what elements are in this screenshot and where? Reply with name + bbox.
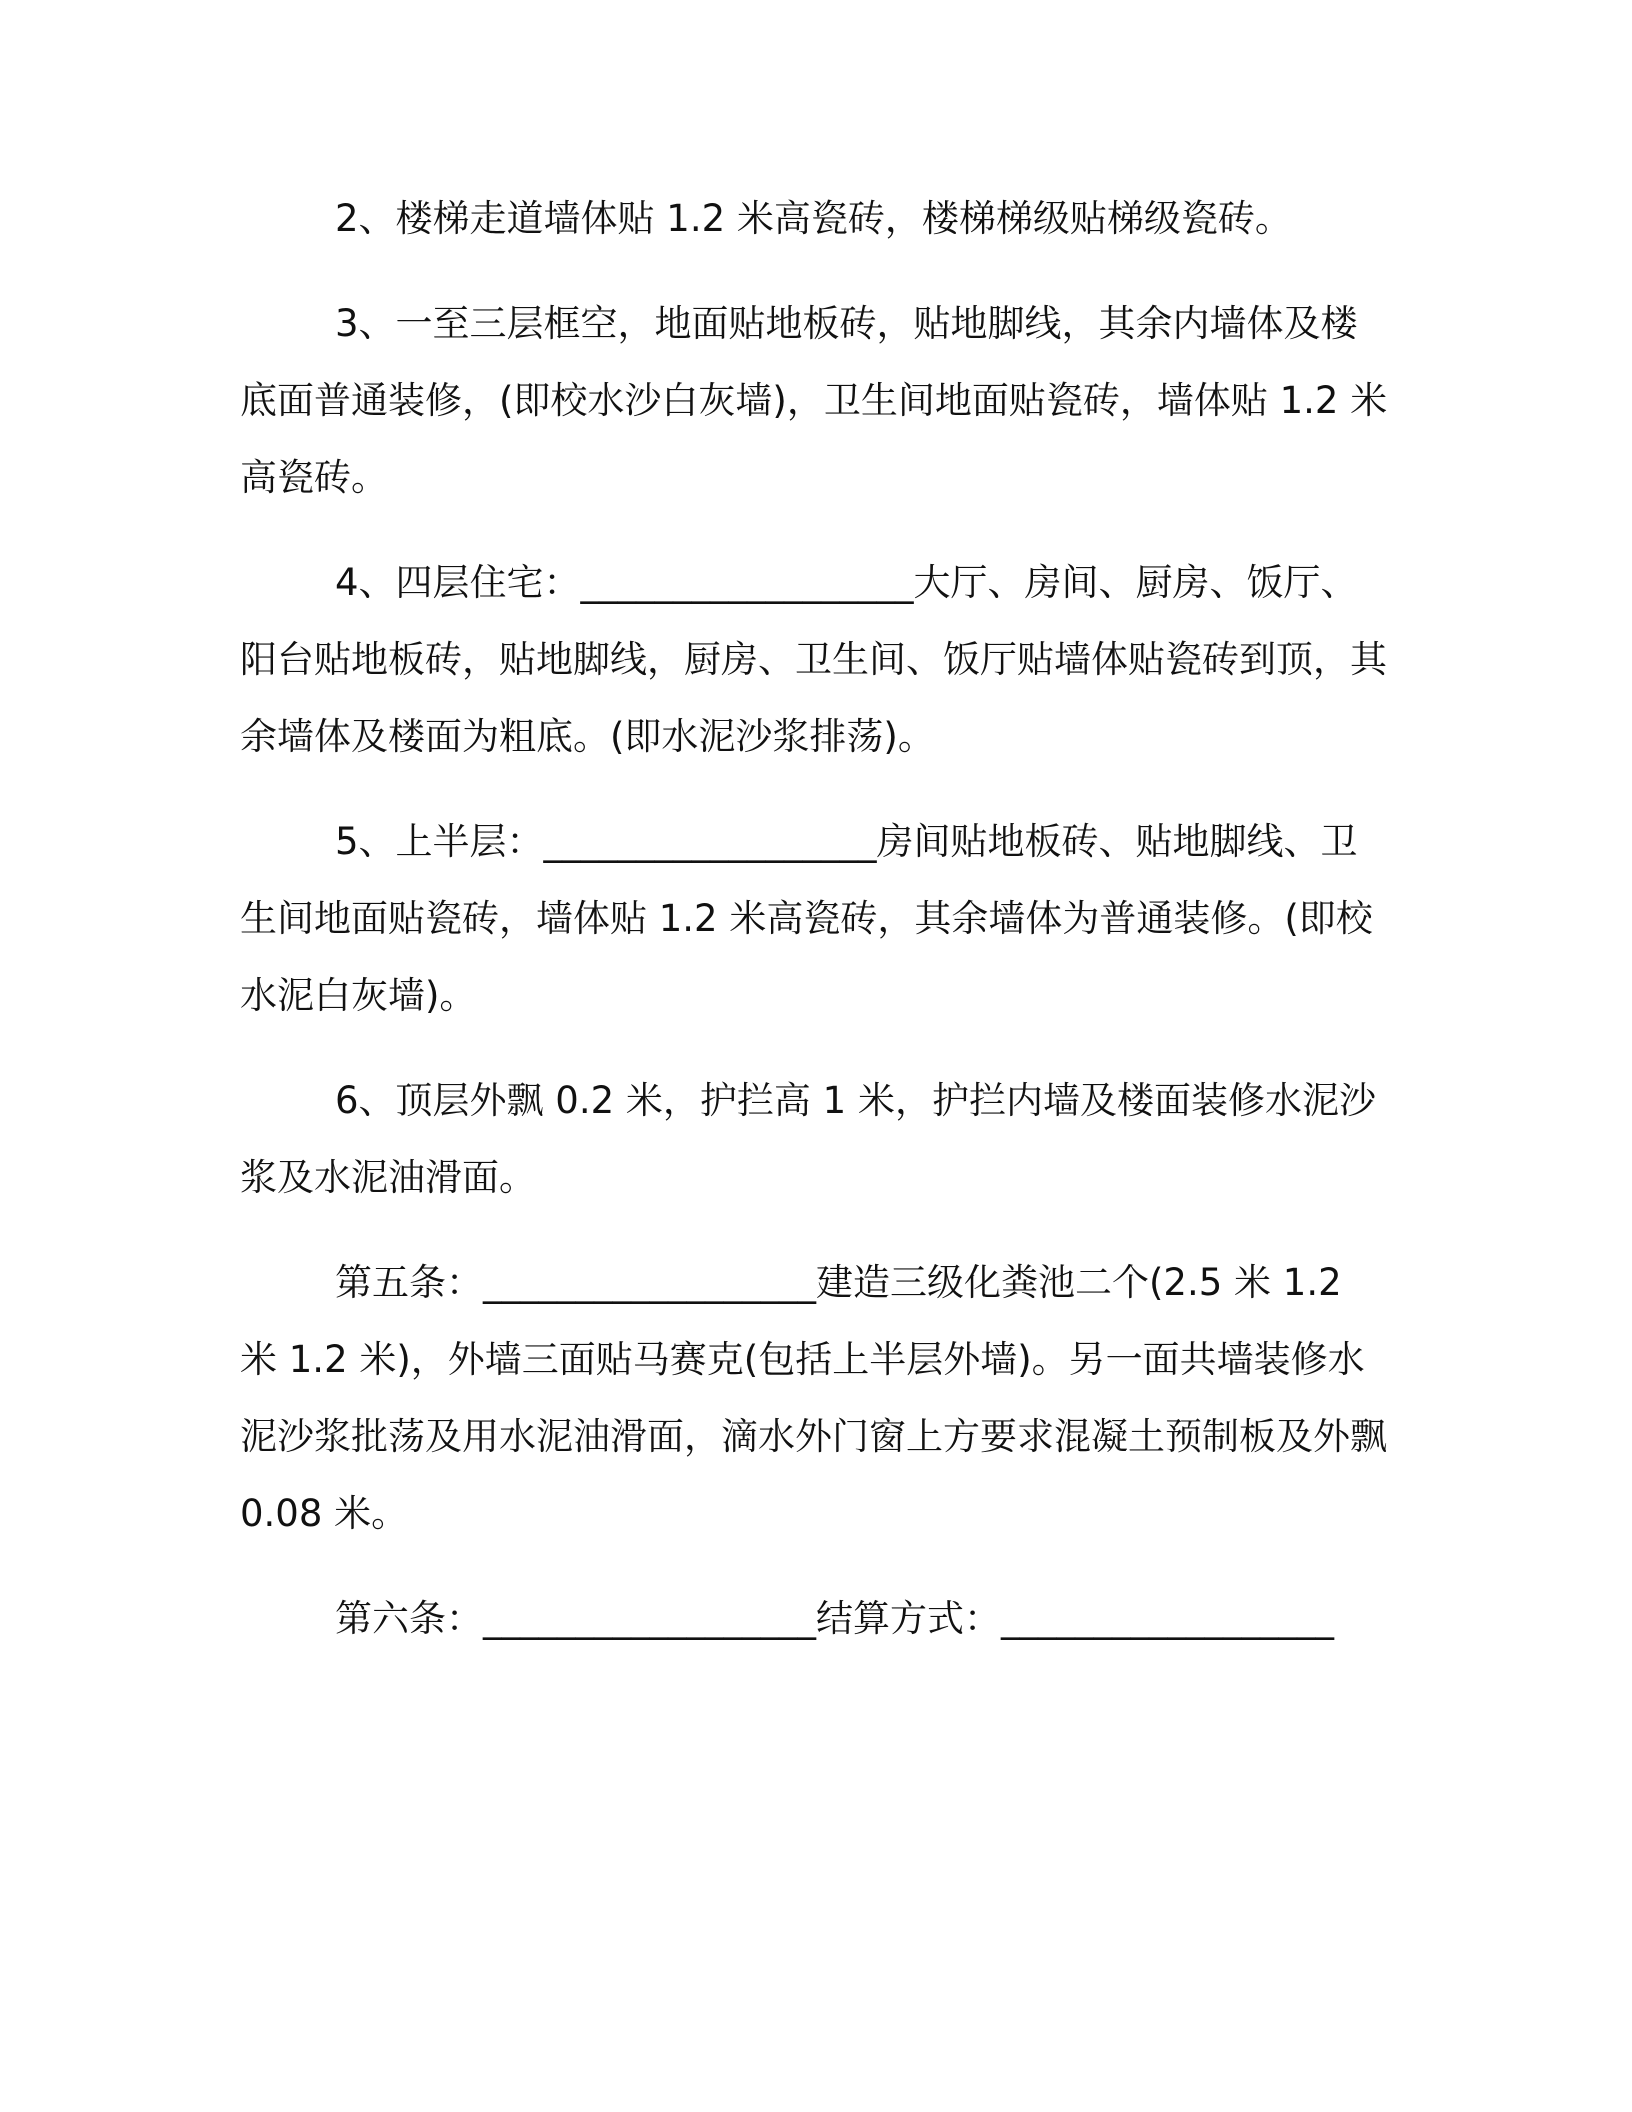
article-five: 第五条：__________________建造三级化粪池二个(2.5 米 1.2 米 1.2 米)，外墙三面贴马赛克(包括上半层外墙)。另一面共墙装修水泥沙浆批荡及用水泥油滑面，滴水外门窗上方要求混凝土预制板及外飘 0.08 米。 — [240, 1261, 1387, 1535]
paragraph-item-3: 3、一至三层框空，地面贴地板砖，贴地脚线，其余内墙体及楼底面普通装修，(即校水沙白灰墙)，卫生间地面贴瓷砖，墙体贴 1.2 米高瓷砖。 — [240, 302, 1388, 499]
paragraph-item-5: 5、上半层：__________________房间贴地板砖、贴地脚线、卫生间地面贴瓷砖，墙体贴 1.2 米高瓷砖，其余墙体为普通装修。(即校水泥白灰墙)。 — [240, 820, 1373, 1017]
paragraph-item-2: 2、楼梯走道墙体贴 1.2 米高瓷砖，楼梯梯级贴梯级瓷砖。 — [335, 197, 1292, 240]
document-body — [240, 180, 1390, 1685]
article-six: 第六条：__________________结算方式：__________________ — [335, 1597, 1334, 1640]
paragraph-item-4: 4、四层住宅：__________________大厅、房间、厨房、饭厅、阳台贴地板砖，贴地脚线，厨房、卫生间、饭厅贴墙体贴瓷砖到顶，其余墙体及楼面为粗底。(即水泥沙浆排荡)。 — [240, 561, 1387, 758]
paragraph-item-6: 6、顶层外飘 0.2 米，护拦高 1 米，护拦内墙及楼面装修水泥沙浆及水泥油滑面。 — [240, 1079, 1376, 1199]
